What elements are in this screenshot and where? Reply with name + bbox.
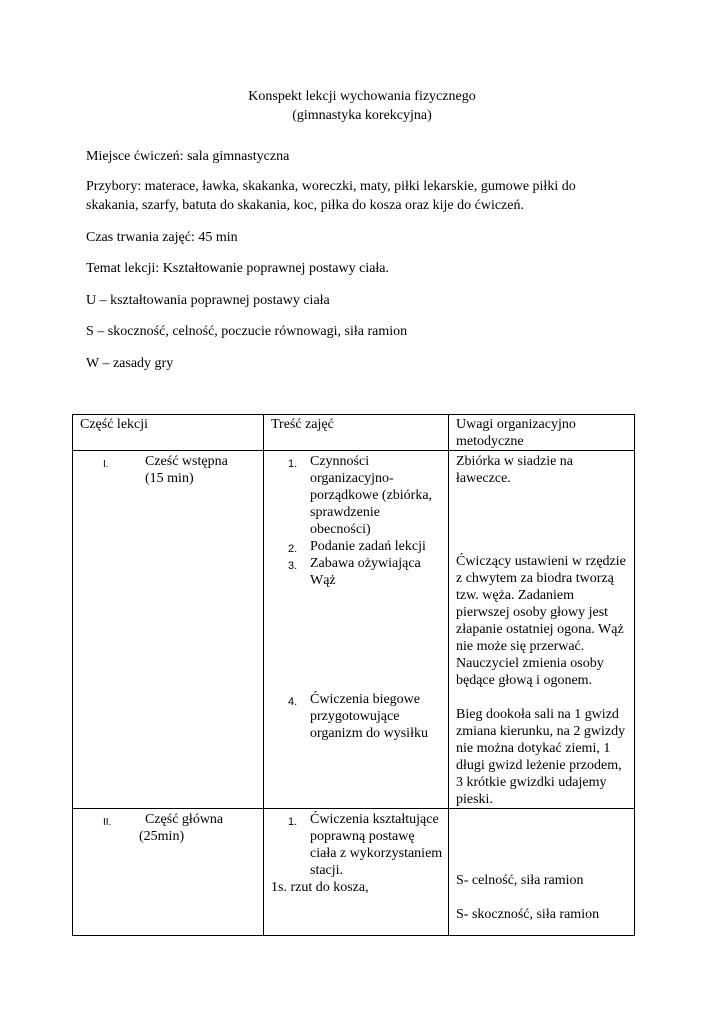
table-header-row (73, 415, 635, 451)
item-number: 4. (288, 696, 298, 708)
topic-line: Temat lekcji: Kształtowanie poprawnej postawy ciała. (86, 261, 390, 276)
list-item (264, 555, 448, 589)
content-cell (264, 809, 449, 936)
section-cell (73, 451, 264, 809)
goal-u-line: U – kształtowania poprawnej postawy ciała (86, 293, 330, 308)
section-time: (25min) (139, 829, 185, 844)
item-number: 3. (288, 560, 298, 572)
notes-cell (449, 809, 635, 936)
note-text: Bieg dookoła sali na 1 gwizd zmiana kierunku, na 2 gwizdy nie można dotykać ziemi, 1 długi gwizd leżenie przodem, 3 krótkie gwizdki udajemy pieski. (456, 707, 626, 807)
document-subtitle: (gimnastyka korekcyjna) (292, 108, 432, 123)
list-item (264, 538, 448, 555)
section-time: (15 min) (145, 471, 194, 486)
section-number: II. (103, 817, 112, 828)
item-text: Czynności organizacyjno-porządkowe (zbiórka, sprawdzenie obecności) (310, 454, 433, 537)
table-row (73, 451, 635, 809)
goal-s-line: S – skoczność, celność, poczucie równowagi, siła ramion (86, 324, 408, 339)
section-name: Cześć wstępna (145, 454, 228, 469)
list-item (264, 453, 448, 538)
note-text: S- skoczność, siła ramion (456, 907, 600, 922)
equipment-line: Przybory: materace, ławka, skakanka, woreczki, maty, piłki lekarskie, gumowe piłki do skakania, szarfy, batuta do skakania, koc, piłka do kosza oraz kije do ćwiczeń. (86, 179, 576, 213)
document-title: Konspekt lekcji wychowania fizycznego (248, 89, 476, 104)
table-row (73, 809, 635, 936)
duration-line: Czas trwania zajęć: 45 min (86, 230, 238, 245)
item-text: Ćwiczenia biegowe przygotowujące organizm do wysiłku (310, 692, 428, 741)
section-name: Część główna (145, 812, 224, 827)
item-number: 2. (288, 543, 298, 555)
notes-cell (449, 451, 635, 809)
lesson-table (72, 414, 635, 936)
goal-w-line: W – zasady gry (86, 356, 174, 371)
item-text: Podanie zadań lekcji (310, 539, 426, 554)
section-number: I. (103, 459, 109, 470)
station-item: 1s. rzut do kosza, (271, 880, 369, 895)
note-text: Zbiórka w siadzie na ławeczce. (456, 454, 574, 486)
content-cell (264, 451, 449, 809)
header-cell-notes: Uwagi organizacyjno metodyczne (449, 415, 635, 451)
place-line: Miejsce ćwiczeń: sala gimnastyczna (86, 149, 290, 164)
item-text: Zabawa ożywiająca Wąż (310, 556, 421, 588)
note-text: S- celność, siła ramion (456, 873, 584, 888)
list-item (264, 811, 448, 879)
item-text: Ćwiczenia kształtujące poprawną postawę ciała z wykorzystaniem stacji. (310, 812, 443, 878)
section-cell (73, 809, 264, 936)
header-cell-part: Część lekcji (73, 415, 264, 451)
list-item (264, 691, 448, 742)
item-number: 1. (288, 816, 298, 828)
item-number: 1. (288, 458, 298, 470)
header-cell-content: Treść zajęć (264, 415, 449, 451)
note-text: Ćwiczący ustawieni w rzędzie z chwytem za biodra tworzą tzw. węża. Zadaniem pierwszej osoby głowy jest złapanie ostatniej ogona. Wąż nie może się przerwać. Nauczyciel zmienia osoby będące głową i ogonem. (456, 554, 626, 688)
